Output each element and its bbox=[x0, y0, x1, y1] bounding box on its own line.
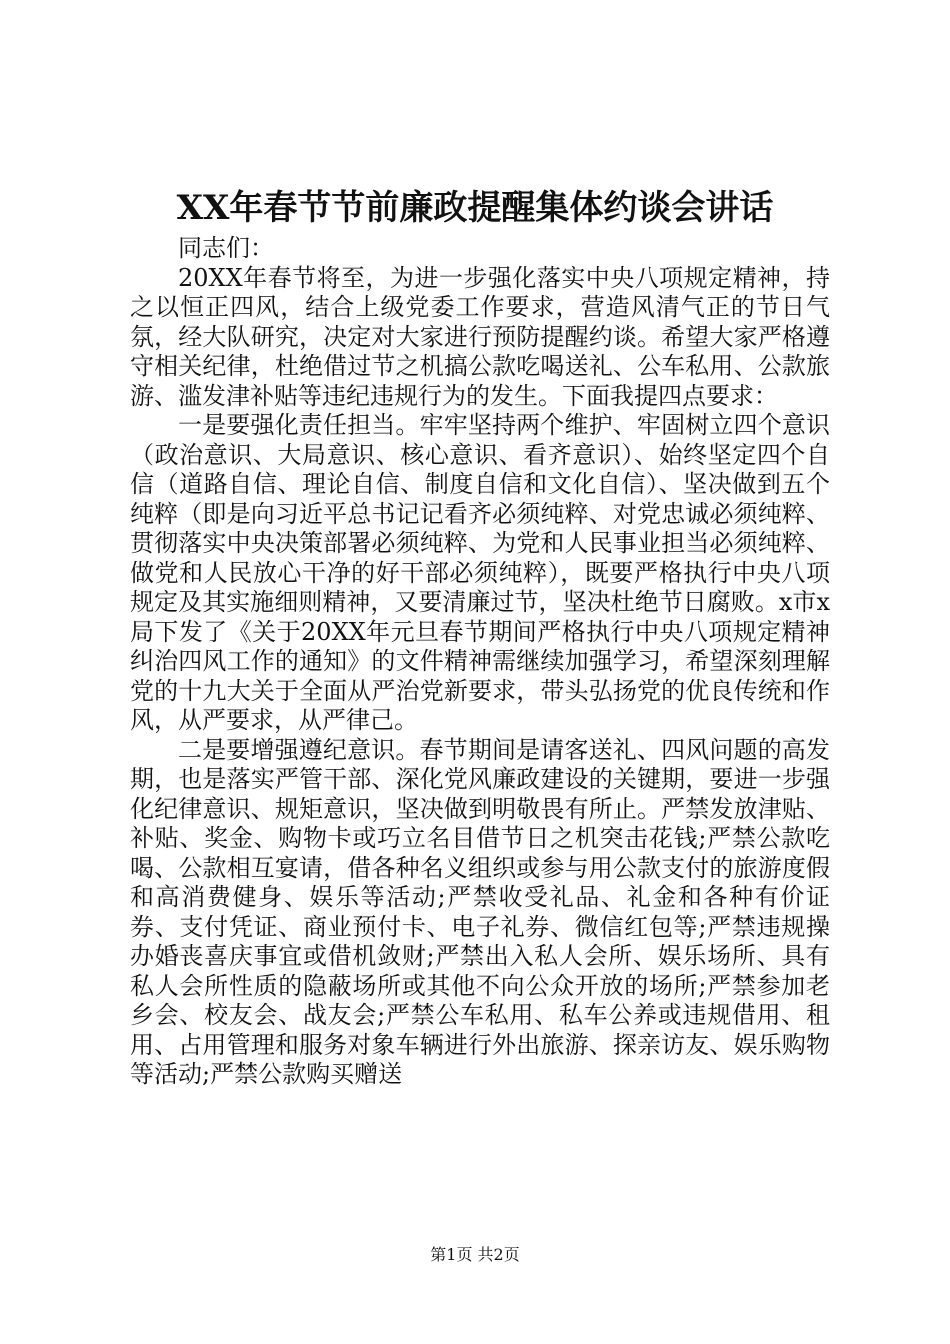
paragraph-point-two: 二是要增强遵纪意识。春节期间是请客送礼、四风问题的高发期，也是落实严管干部、深化党风廉政建设的关键期，要进一步强化纪律意识、规矩意识，坚决做到明敬畏有所止。严禁发放津贴、补贴、奖金、购物卡或巧立名目借节日之机突击花钱;严禁公款吃喝、公款相互宴请，借各种名义组织或参与用公款支付的旅游度假和高消费健身、娱乐等活动;严禁收受礼品、礼金和各种有价证券、支付凭证、商业预付卡、电子礼券、微信红包等;严禁违规操办婚丧喜庆事宜或借机敛财;严禁出入私人会所、娱乐场所、具有私人会所性质的隐蔽场所或其他不向公众开放的场所;严禁参加老乡会、校友会、战友会;严禁公车私用、私车公养或违规借用、租用、占用管理和服务对象车辆进行外出旅游、探亲访友、娱乐购物等活动;严禁公款购买赠送 bbox=[130, 735, 830, 1088]
paragraph-intro: 20XX年春节将至，为进一步强化落实中央八项规定精神，持之以恒正四风，结合上级党委工作要求，营造风清气正的节日气氛，经大队研究，决定对大家进行预防提醒约谈。希望大家严格遵守相关纪律，杜绝借过节之机搞公款吃喝送礼、公车私用、公款旅游、滥发津补贴等违纪违规行为的发生。下面我提四点要求： bbox=[130, 263, 830, 410]
page-number-footer: 第1页 共2页 bbox=[430, 1245, 520, 1264]
document-title: XX年春节节前廉政提醒集体约谈会讲话 bbox=[176, 188, 774, 228]
document-body bbox=[130, 234, 830, 1090]
paragraph-salutation: 同志们： bbox=[178, 234, 274, 262]
paragraph-point-one: 一是要强化责任担当。牢牢坚持两个维护、牢固树立四个意识（政治意识、大局意识、核心意识、看齐意识）、始终坚定四个自信（道路自信、理论自信、制度自信和文化自信）、坚决做到五个纯粹（即是向习近平总书记记看齐必须纯粹、对党忠诚必须纯粹、贯彻落实中央决策部署必须纯粹、为党和人民事业担当必须纯粹、做党和人民放心干净的好干部必须纯粹），既要严格执行中央八项规定及其实施细则精神，又要清廉过节，坚决杜绝节日腐败。x市x局下发了《关于20XX年元旦春节期间严格执行中央八项规定精神纠治四风工作的通知》的文件精神需继续加强学习，希望深刻理解党的十九大关于全面从严治党新要求，带头弘扬党的优良传统和作风，从严要求，从严律己。 bbox=[130, 411, 830, 734]
